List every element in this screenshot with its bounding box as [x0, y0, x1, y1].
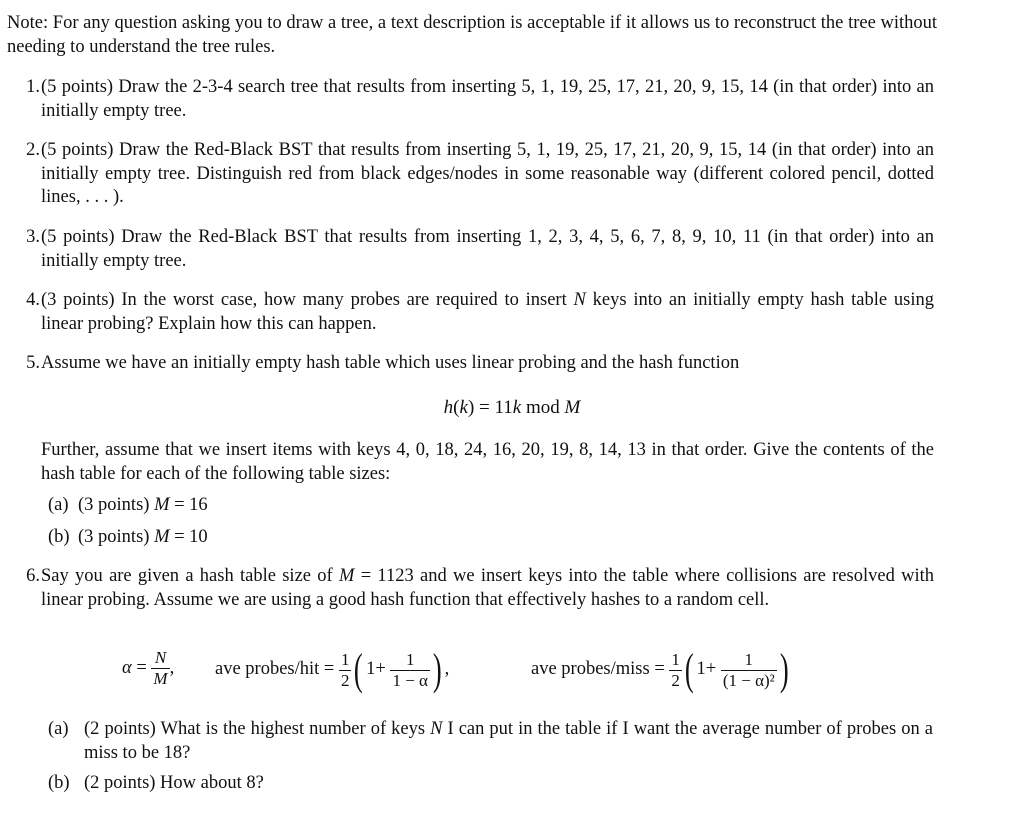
part-label: (b) [48, 773, 70, 793]
question-6b [48, 772, 933, 796]
question-5-continued [14, 439, 934, 487]
question-text: (5 points) Draw the 2-3-4 search tree that results from inserting 5, 1, 19, 25, 17, 21, 20, 9, 15, 14 (in that order) into an initially empty tree. [41, 77, 934, 121]
question-5a [48, 494, 933, 518]
question-1 [14, 76, 934, 124]
question-text: (5 points) Draw the Red-Black BST that results from inserting 5, 1, 19, 25, 17, 21, 20, 9, 15, 14 (in that order) into an initially empty tree. Distinguish red from black edges/nodes in some reasonable way (different colored pencil, dotted lines, . . . ). [41, 140, 934, 207]
question-6 [14, 565, 934, 637]
question-2 [14, 139, 934, 211]
question-number: 3. [26, 227, 40, 247]
part-text: (3 points) M = 10 [78, 527, 208, 547]
question-number: 1. [26, 77, 40, 97]
question-number: 4. [26, 290, 40, 310]
question-text: (5 points) Draw the Red-Black BST that results from inserting 1, 2, 3, 4, 5, 6, 7, 8, 9, 10, 11 (in that order) into an initially empty tree. [41, 227, 934, 271]
question-text: Assume we have an initially empty hash table which uses linear probing and the hash function [41, 353, 740, 373]
variable-n: N [573, 290, 586, 310]
part-label: (b) [48, 527, 70, 547]
part-text: (2 points) How about 8? [84, 773, 264, 793]
question-5b [48, 526, 933, 550]
question-text: Say you are given a hash table size of M = 1123 and we insert keys into the table where collisions are resolved with linear probing. Assume we are using a good hash function that effectively hashes to a random cell. [41, 566, 934, 610]
question-4 [14, 289, 934, 337]
question-number: 6. [26, 566, 40, 586]
hash-function-formula: h(k) = 11k mod M [443, 397, 581, 418]
question-5 [14, 352, 934, 376]
question-number: 5. [26, 353, 40, 373]
question-number: 2. [26, 140, 40, 160]
note-paragraph: Note: For any question asking you to draw a tree, a text description is acceptable if it allows us to reconstruct the tree without needing to understand the tree rules. [7, 13, 937, 57]
part-label: (a) [48, 495, 69, 515]
question-text: Further, assume that we insert items with keys 4, 0, 18, 24, 16, 20, 19, 8, 14, 13 in that order. Give the contents of the hash table for each of the following table sizes: [41, 440, 934, 484]
part-text: (3 points) M = 16 [78, 495, 208, 515]
part-label: (a) [48, 719, 69, 739]
probes-hit-formula: ave probes/hit = $\frac{1}{2}$ ( 1+ $\frac{1}{1 - \alpha}$ ) , [215, 645, 450, 694]
part-text: (2 points) What is the highest number of keys N I can put in the table if I want the average number of probes on a miss to be 18? [84, 719, 933, 763]
question-text: (3 points) In the worst case, how many probes are required to insert N keys into an initially empty hash table using linear probing? Explain how this can happen. [41, 290, 934, 334]
load-factor-formula: α = $\frac{N}{M}$ , [122, 648, 175, 688]
probes-miss-formula: ave probes/miss = $\frac{1}{2}$ ( 1+ $\frac{1}{\text{(1 − α)²}}$ ) [531, 645, 789, 694]
question-3 [14, 226, 934, 274]
question-6a [48, 718, 933, 766]
probe-formulas [0, 646, 1024, 706]
